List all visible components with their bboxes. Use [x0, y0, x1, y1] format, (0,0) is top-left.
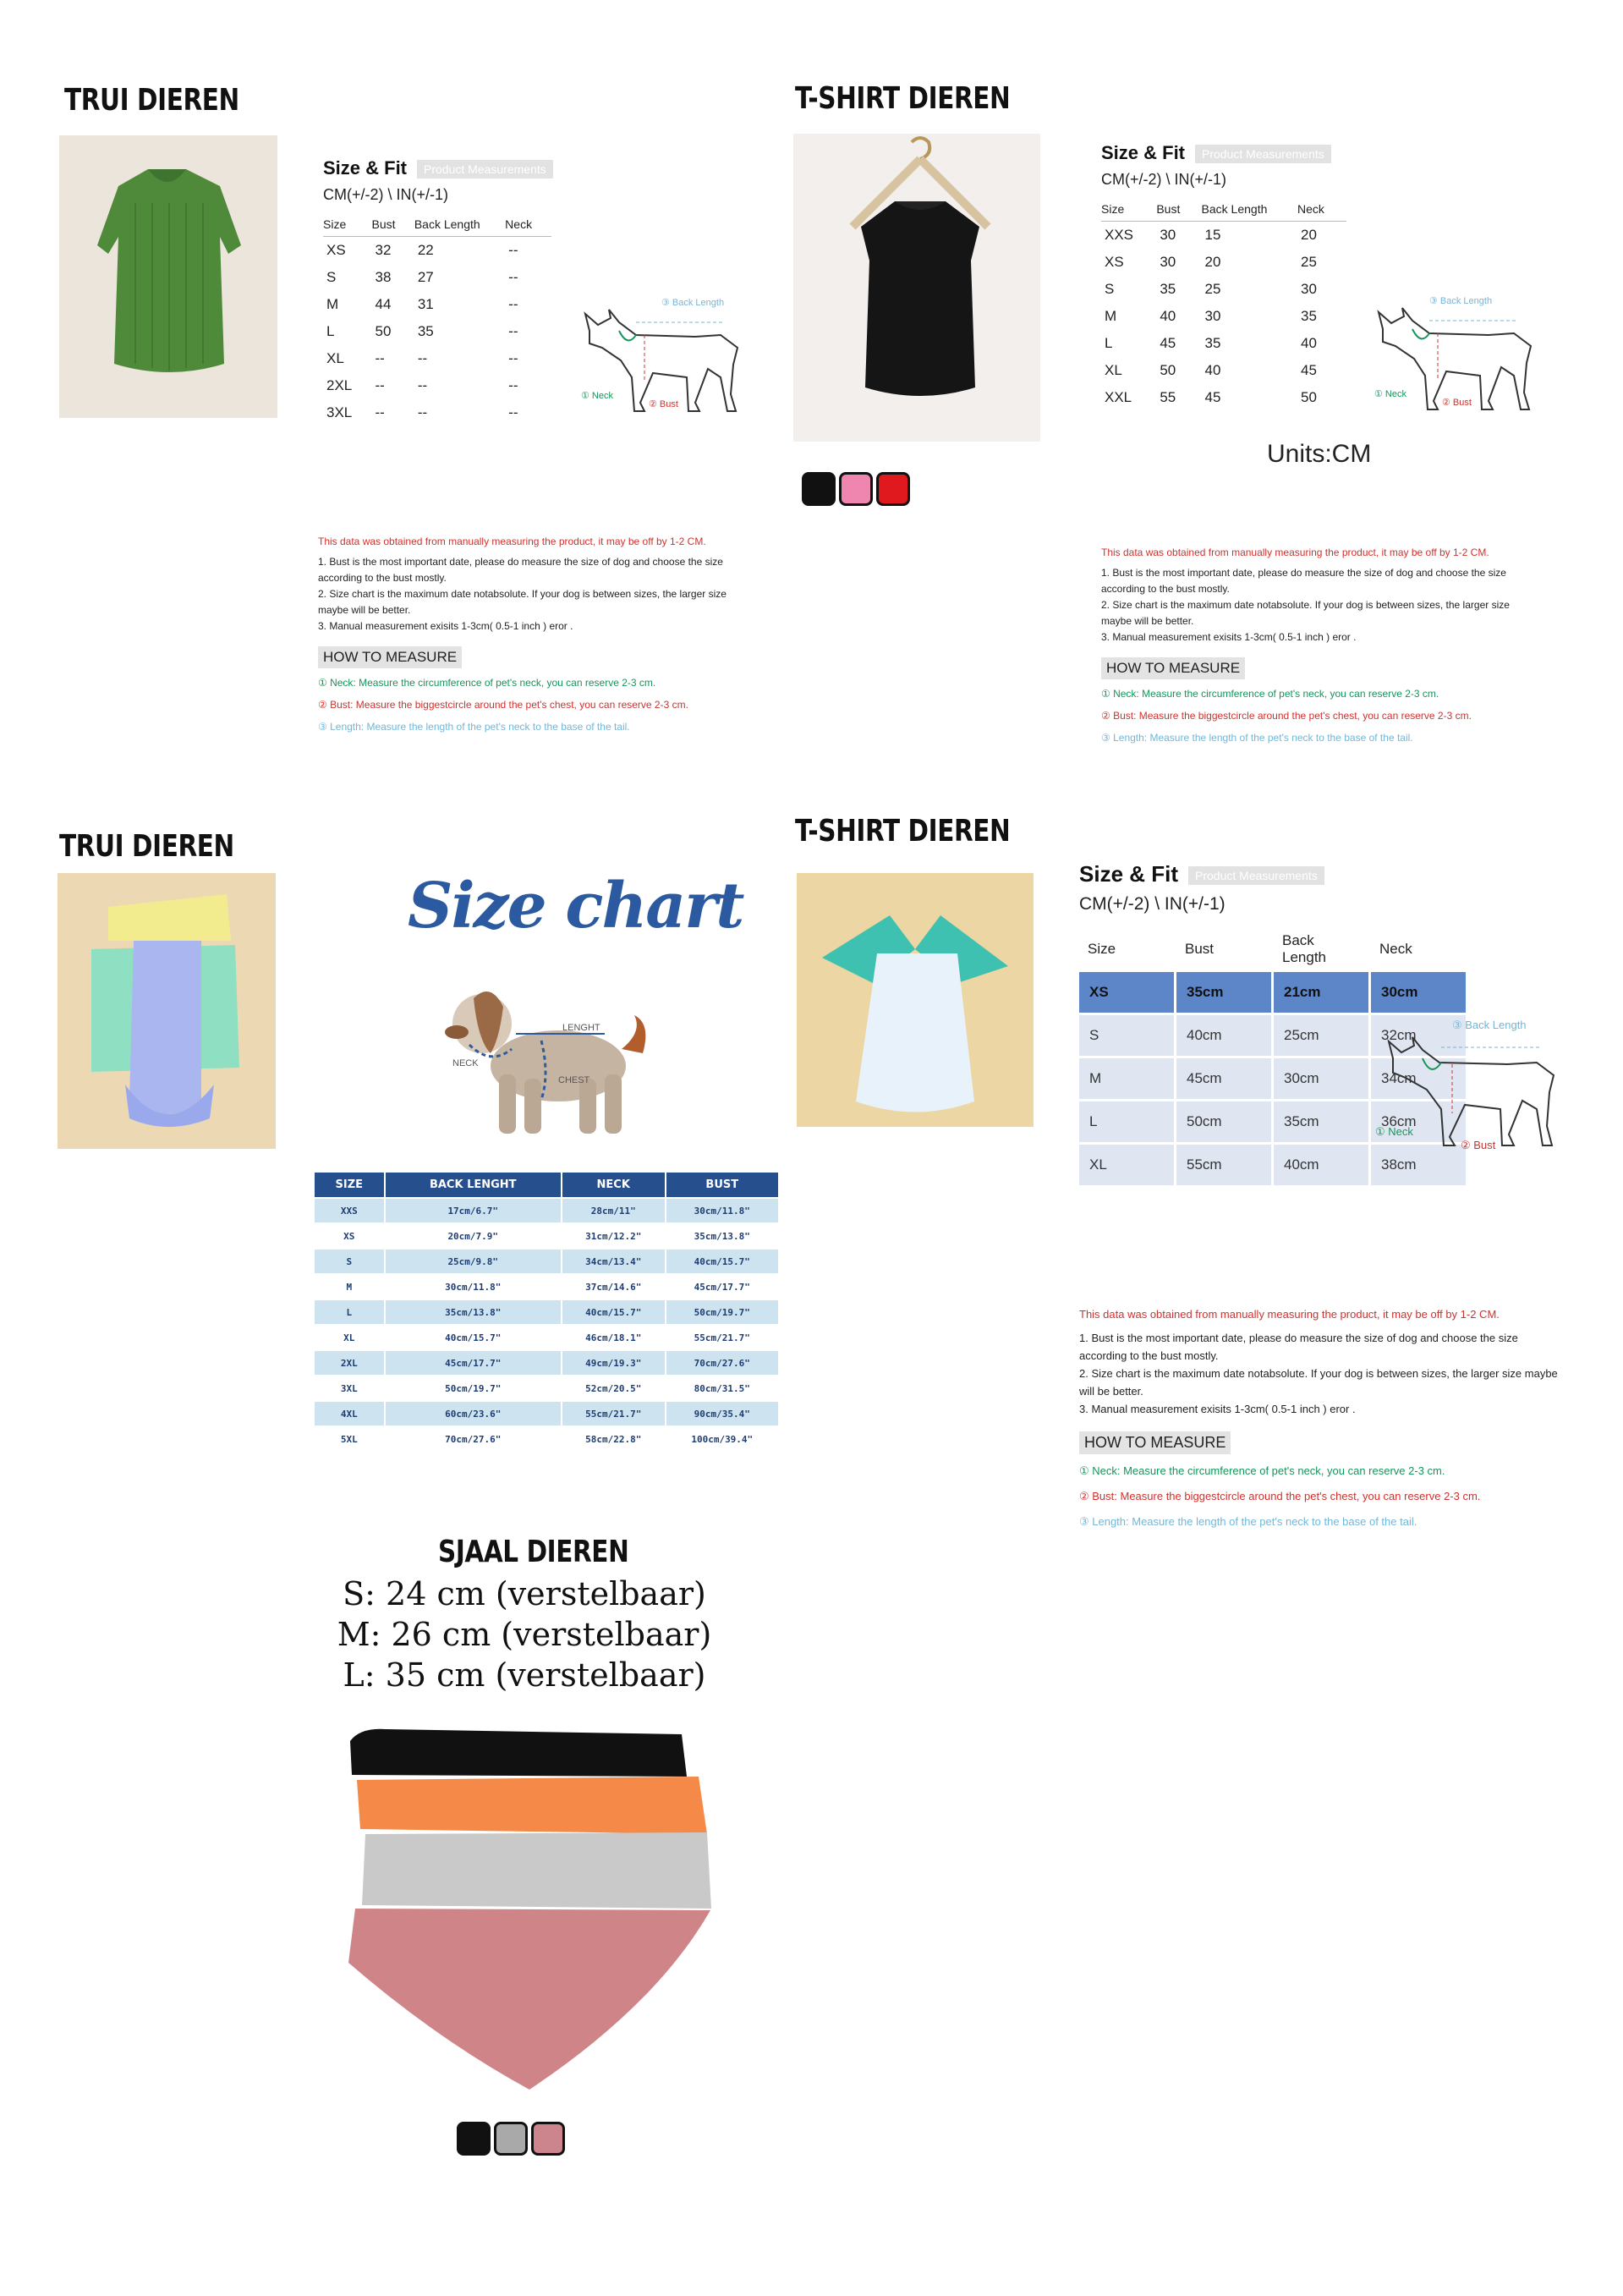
back-length-label: ③ Back Length: [1452, 1019, 1527, 1031]
product-photo-green-sweater: [59, 135, 277, 418]
table-cell: 36cm: [1371, 1101, 1466, 1142]
table-cell: XS: [326, 242, 346, 258]
table-row: [1101, 276, 1346, 303]
length-instruction: ③ Length: Measure the length of the pet's neck to the base of the tail.: [318, 721, 630, 733]
size-fit-title: Size & Fit: [323, 157, 408, 179]
table-cell: 58cm/22.8": [562, 1426, 666, 1452]
table-cell: 34cm: [1371, 1058, 1466, 1099]
scarf-size-l: L: 35 cm (verstelbaar): [343, 1656, 706, 1694]
section-heading-trui-2: TRUI DIEREN: [59, 829, 234, 864]
table-cell: L: [1105, 335, 1113, 351]
table-cell: 15: [1204, 227, 1221, 243]
table-cell: 30cm: [1274, 1058, 1368, 1099]
table-cell: 30cm/11.8": [385, 1274, 562, 1299]
table-cell: 40: [1301, 335, 1317, 351]
table-cell: S: [314, 1249, 385, 1274]
table-cell: 55cm: [1176, 1145, 1271, 1185]
column-header: Neck: [1297, 202, 1346, 222]
table-cell: 21cm: [1274, 972, 1368, 1013]
table-cell: XS: [314, 1223, 385, 1249]
table-cell: --: [375, 350, 385, 366]
note-2: 2. Size chart is the maximum date notabsolute. If your dog is between sizes, the larger size maybe will be better.: [1101, 599, 1510, 627]
table-cell: --: [417, 377, 428, 393]
size-chart-title: Size chart: [408, 870, 743, 942]
column-header: Back Length: [1202, 202, 1297, 222]
table-cell: 37cm/14.6": [562, 1274, 666, 1299]
column-header: Bust: [1156, 202, 1201, 222]
note-3: 3. Manual measurement exisits 1-3cm( 0.5-1 inch ) eror .: [318, 620, 573, 632]
table-cell: 17cm/6.7": [385, 1198, 562, 1223]
how-to-measure-label: HOW TO MEASURE: [1101, 657, 1245, 679]
units-line: CM(+/-2) \ IN(+/-1): [1101, 171, 1227, 188]
table-cell: 22: [417, 242, 434, 258]
product-measurements-badge: Product Measurements: [1195, 145, 1331, 163]
table-row: [323, 237, 551, 265]
table-row: [323, 264, 551, 291]
bust-instruction: ② Bust: Measure the biggestcircle around the pet's chest, you can reserve 2-3 cm.: [1079, 1490, 1481, 1502]
table-cell: 25: [1204, 281, 1221, 297]
table-cell: 5XL: [314, 1426, 385, 1452]
table-cell: 2XL: [314, 1350, 385, 1376]
table-cell: 35cm/13.8": [385, 1299, 562, 1325]
table-row: [314, 1325, 779, 1350]
table-cell: 25: [1301, 254, 1317, 270]
table-cell: 20: [1301, 227, 1317, 243]
color-swatches-tshirt: [802, 472, 913, 510]
table-row: [314, 1223, 779, 1249]
neck-label: ① Neck: [1374, 389, 1406, 399]
table-cell: 35: [1301, 308, 1317, 324]
neck-label: ① Neck: [1375, 1125, 1413, 1138]
note-3: 3. Manual measurement exisits 1-3cm( 0.5-1 inch ) eror .: [1079, 1403, 1356, 1415]
table-row: [314, 1274, 779, 1299]
color-swatch[interactable]: [531, 2122, 565, 2156]
table-cell: XXS: [314, 1198, 385, 1223]
product-measurements-badge: Product Measurements: [417, 160, 553, 179]
color-swatch[interactable]: [839, 472, 873, 506]
note-2: 2. Size chart is the maximum date notabsolute. If your dog is between sizes, the larger size maybe will be better.: [318, 588, 727, 616]
size-table-2: [1101, 202, 1346, 411]
table-cell: L: [314, 1299, 385, 1325]
table-cell: 27: [417, 269, 434, 285]
table-cell: 40cm: [1176, 1015, 1271, 1056]
table-cell: --: [508, 269, 518, 285]
table-cell: XXL: [1105, 389, 1132, 405]
table-cell: 55: [1160, 389, 1176, 405]
length-instruction: ③ Length: Measure the length of the pet's neck to the base of the tail.: [1101, 732, 1413, 744]
table-cell: 60cm/23.6": [385, 1401, 562, 1426]
size-table-1: [323, 217, 551, 426]
length-label: LENGHT: [562, 1023, 600, 1033]
column-header: Neck: [1379, 941, 1412, 957]
table-cell: 28cm/11": [562, 1198, 666, 1223]
table-cell: 40cm: [1274, 1145, 1368, 1185]
neck-label: NECK: [452, 1058, 479, 1068]
table-cell: 32: [375, 242, 392, 258]
note-1: 1. Bust is the most important date, please do measure the size of dog and choose the size according to the bust mostly.: [318, 556, 723, 584]
table-cell: 45: [1160, 335, 1176, 351]
table-cell: 50cm/19.7": [385, 1376, 562, 1401]
table-cell: XL: [326, 350, 344, 366]
table-cell: S: [1079, 1015, 1174, 1056]
table-cell: S: [326, 269, 337, 285]
table-cell: 34cm/13.4": [562, 1249, 666, 1274]
table-cell: M: [1105, 308, 1117, 324]
table-cell: 40: [1204, 362, 1221, 378]
section-heading-trui-1: TRUI DIEREN: [64, 83, 239, 118]
disclaimer-text: This data was obtained from manually measuring the product, it may be off by 1-2 CM.: [1079, 1308, 1500, 1321]
table-row: [314, 1299, 779, 1325]
scarf-size-m: M: 26 cm (verstelbaar): [337, 1616, 712, 1653]
dog-measure-diagram-2: [1362, 283, 1548, 426]
table-cell: 55cm/21.7": [562, 1401, 666, 1426]
table-cell: 55cm/21.7": [666, 1325, 779, 1350]
column-header: Size: [323, 217, 371, 237]
table-cell: 32cm: [1371, 1015, 1466, 1056]
table-cell: --: [508, 242, 518, 258]
table-cell: 38: [375, 269, 392, 285]
color-swatches-scarf: [457, 2122, 568, 2160]
note-1: 1. Bust is the most important date, please do measure the size of dog and choose the size according to the bust mostly.: [1079, 1332, 1518, 1362]
bust-label: ② Bust: [1442, 398, 1472, 408]
note-2: 2. Size chart is the maximum date notabsolute. If your dog is between sizes, the larger size maybe will be better.: [1079, 1367, 1558, 1398]
bust-instruction: ② Bust: Measure the biggestcircle around the pet's chest, you can reserve 2-3 cm.: [318, 699, 688, 711]
back-length-label: ③ Back Length: [1429, 296, 1493, 306]
table-cell: 3XL: [326, 404, 353, 420]
units-cm-label: Units:CM: [1267, 440, 1372, 468]
raglan-tshirt-image: [797, 873, 1034, 1127]
column-header: SIZE: [314, 1172, 385, 1198]
size-fit-title: Size & Fit: [1101, 142, 1186, 163]
table-cell: 70cm/27.6": [385, 1426, 562, 1452]
table-cell: 49cm/19.3": [562, 1350, 666, 1376]
scarf-size-s: S: 24 cm (verstelbaar): [343, 1575, 706, 1612]
table-cell: XL: [314, 1325, 385, 1350]
product-measurements-badge: Product Measurements: [1188, 866, 1324, 885]
scarf-size-list: [254, 1574, 795, 1695]
column-header: Neck: [505, 217, 551, 237]
bust-label: ② Bust: [649, 399, 678, 409]
table-row: [323, 399, 551, 426]
column-header: Bust: [371, 217, 414, 237]
table-cell: 45cm: [1176, 1058, 1271, 1099]
table-cell: XL: [1105, 362, 1122, 378]
green-sweater-image: [59, 135, 277, 418]
table-cell: 40: [1160, 308, 1176, 324]
neck-instruction: ① Neck: Measure the circumference of pet's neck, you can reserve 2-3 cm.: [318, 677, 656, 689]
table-cell: 50: [375, 323, 392, 339]
table-cell: 45: [1204, 389, 1221, 405]
table-row: [314, 1376, 779, 1401]
table-cell: 45: [1301, 362, 1317, 378]
table-cell: 90cm/35.4": [666, 1401, 779, 1426]
table-row: [1101, 222, 1346, 250]
notes-block-4: [1079, 1308, 1561, 1529]
neck-instruction: ① Neck: Measure the circumference of pet's neck, you can reserve 2-3 cm.: [1101, 688, 1439, 700]
column-header: Size: [1088, 941, 1116, 957]
table-cell: XS: [1079, 972, 1174, 1013]
table-cell: 2XL: [326, 377, 353, 393]
table-cell: 45cm/17.7": [385, 1350, 562, 1376]
table-cell: XL: [1079, 1145, 1174, 1185]
section-heading-tshirt-2: T-SHIRT DIEREN: [795, 814, 1011, 849]
table-row: [1101, 249, 1346, 276]
units-line: CM(+/-2) \ IN(+/-1): [323, 186, 449, 203]
table-cell: 50: [1160, 362, 1176, 378]
back-length-label: ③ Back Length: [661, 298, 725, 308]
table-row: [1079, 972, 1466, 1013]
table-row: [314, 1249, 779, 1274]
table-cell: XS: [1105, 254, 1124, 270]
table-row: [323, 372, 551, 399]
table-cell: 38cm: [1371, 1145, 1466, 1185]
size-fit-title: Size & Fit: [1079, 861, 1179, 887]
section-heading-tshirt-1: T-SHIRT DIEREN: [795, 81, 1011, 116]
table-cell: 40cm/15.7": [385, 1325, 562, 1350]
scarf-product-image: [335, 1726, 724, 2098]
table-cell: 30: [1160, 227, 1176, 243]
disclaimer-text: This data was obtained from manually measuring the product, it may be off by 1-2 CM.: [1101, 547, 1489, 558]
column-header: Bust: [1185, 941, 1215, 957]
table-cell: M: [1079, 1058, 1174, 1099]
table-cell: 50cm: [1176, 1101, 1271, 1142]
table-cell: L: [326, 323, 335, 339]
color-swatch[interactable]: [802, 472, 836, 506]
table-cell: 40cm/15.7": [562, 1299, 666, 1325]
table-cell: --: [508, 296, 518, 312]
table-row: [323, 318, 551, 345]
product-photo-black-tshirt: [793, 134, 1040, 442]
table-row: [323, 345, 551, 372]
table-cell: 50cm/19.7": [666, 1299, 779, 1325]
table-cell: 35: [1204, 335, 1221, 351]
table-cell: 52cm/20.5": [562, 1376, 666, 1401]
table-row: [1101, 330, 1346, 357]
units-line: CM(+/-2) \ IN(+/-1): [1079, 894, 1225, 914]
color-swatch[interactable]: [494, 2122, 528, 2156]
table-cell: 25cm/9.8": [385, 1249, 562, 1274]
table-cell: 30: [1301, 281, 1317, 297]
table-cell: 35: [1160, 281, 1176, 297]
table-cell: M: [314, 1274, 385, 1299]
column-header: Size: [1101, 202, 1156, 222]
table-cell: 80cm/31.5": [666, 1376, 779, 1401]
table-row: [323, 291, 551, 318]
color-swatch[interactable]: [876, 472, 910, 506]
table-cell: L: [1079, 1101, 1174, 1142]
table-cell: 45cm/17.7": [666, 1274, 779, 1299]
table-row: [1101, 384, 1346, 411]
table-cell: 50: [1301, 389, 1317, 405]
product-photo-hoodie: [58, 873, 276, 1149]
size-fit-block-2: [1101, 142, 1346, 411]
table-row: [314, 1401, 779, 1426]
table-cell: 30: [1204, 308, 1221, 324]
hoodie-image: [58, 873, 276, 1149]
neck-instruction: ① Neck: Measure the circumference of pet's neck, you can reserve 2-3 cm.: [1079, 1464, 1445, 1477]
table-cell: 30: [1160, 254, 1176, 270]
table-cell: 20: [1204, 254, 1221, 270]
column-header: Back Length: [1282, 932, 1326, 965]
table-cell: 35cm/13.8": [666, 1223, 779, 1249]
table-cell: 31cm/12.2": [562, 1223, 666, 1249]
table-row: [314, 1198, 779, 1223]
dog-measure-diagram-1: [568, 284, 754, 428]
column-header: NECK: [562, 1172, 666, 1198]
notes-block-2: [1101, 547, 1541, 744]
table-cell: --: [375, 377, 385, 393]
how-to-measure-label: HOW TO MEASURE: [318, 646, 462, 668]
section-heading-scarf: SJAAL DIEREN: [438, 1535, 629, 1569]
table-cell: M: [326, 296, 339, 312]
column-header: BACK LENGHT: [385, 1172, 562, 1198]
size-chart-table: [313, 1171, 780, 1453]
table-cell: --: [508, 350, 518, 366]
table-cell: --: [508, 377, 518, 393]
table-cell: --: [417, 404, 428, 420]
neck-label: ① Neck: [581, 391, 613, 401]
bust-instruction: ② Bust: Measure the biggestcircle around the pet's chest, you can reserve 2-3 cm.: [1101, 710, 1472, 722]
note-3: 3. Manual measurement exisits 1-3cm( 0.5-1 inch ) eror .: [1101, 631, 1357, 643]
table-cell: 40cm/15.7": [666, 1249, 779, 1274]
size-fit-block-1: [323, 157, 553, 426]
table-cell: --: [508, 404, 518, 420]
table-cell: 30cm/11.8": [666, 1198, 779, 1223]
chest-label: CHEST: [558, 1075, 590, 1085]
bust-label: ② Bust: [1461, 1139, 1496, 1151]
black-tshirt-image: [793, 134, 1040, 442]
table-cell: S: [1105, 281, 1115, 297]
table-cell: 70cm/27.6": [666, 1350, 779, 1376]
color-swatch[interactable]: [457, 2122, 491, 2156]
disclaimer-text: This data was obtained from manually measuring the product, it may be off by 1-2 CM.: [318, 536, 706, 547]
table-cell: 35: [417, 323, 434, 339]
column-header: BUST: [666, 1172, 779, 1198]
table-cell: 4XL: [314, 1401, 385, 1426]
table-cell: 30cm: [1371, 972, 1466, 1013]
how-to-measure-label: HOW TO MEASURE: [1079, 1431, 1231, 1454]
note-1: 1. Bust is the most important date, please do measure the size of dog and choose the size according to the bust mostly.: [1101, 567, 1506, 595]
table-row: [314, 1350, 779, 1376]
table-cell: 31: [417, 296, 434, 312]
table-cell: --: [375, 404, 385, 420]
notes-block-1: [318, 536, 758, 733]
table-row: [1101, 357, 1346, 384]
table-cell: 3XL: [314, 1376, 385, 1401]
table-cell: --: [508, 323, 518, 339]
table-cell: 46cm/18.1": [562, 1325, 666, 1350]
table-cell: XXS: [1105, 227, 1134, 243]
table-cell: 44: [375, 296, 392, 312]
table-cell: 25cm: [1274, 1015, 1368, 1056]
table-cell: 35cm: [1274, 1101, 1368, 1142]
product-photo-raglan-tshirt: [797, 873, 1034, 1127]
table-cell: 100cm/39.4": [666, 1426, 779, 1452]
column-header: Back Length: [414, 217, 505, 237]
table-row: [1101, 303, 1346, 330]
table-cell: 35cm: [1176, 972, 1271, 1013]
size-chart-dog-illustration: [431, 973, 660, 1151]
length-instruction: ③ Length: Measure the length of the pet's neck to the base of the tail.: [1079, 1515, 1417, 1528]
table-cell: --: [417, 350, 428, 366]
dog-measure-diagram-4: [1372, 1012, 1575, 1164]
table-row: [314, 1426, 779, 1452]
table-cell: 20cm/7.9": [385, 1223, 562, 1249]
